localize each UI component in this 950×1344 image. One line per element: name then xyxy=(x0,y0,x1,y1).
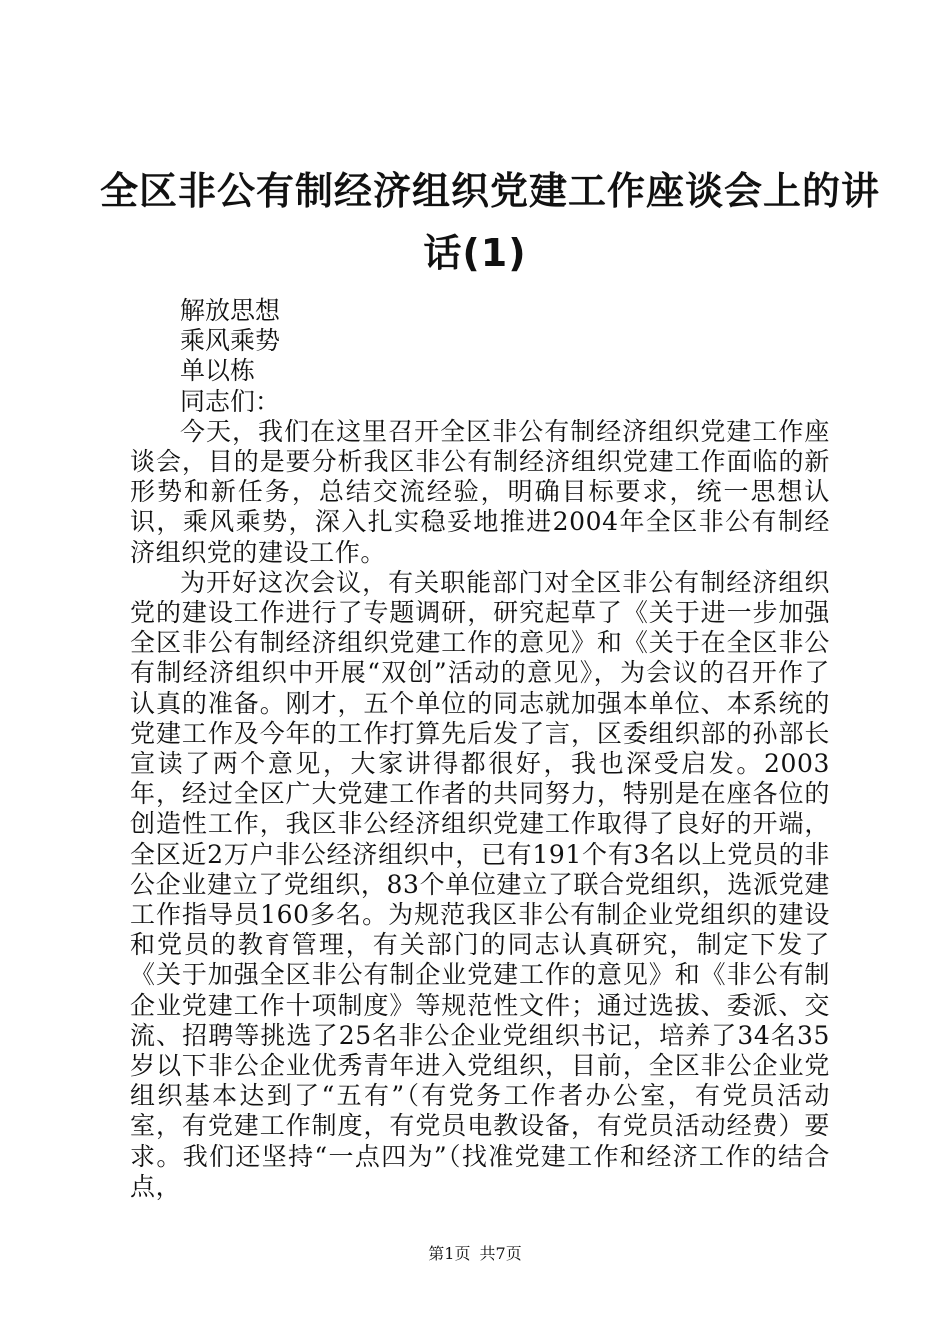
title-line-1: 全区非公有制经济组织党建工作座谈会上的讲 xyxy=(100,169,881,213)
subtitle-2: 乘风乘势 xyxy=(180,326,281,356)
page-number: 第1页 xyxy=(428,1244,471,1263)
page-footer xyxy=(0,1243,950,1265)
document-title xyxy=(100,160,881,284)
salutation: 同志们： xyxy=(180,386,281,416)
author-name: 单以栋 xyxy=(180,356,256,386)
subtitle-1: 解放思想 xyxy=(180,296,281,325)
document-body xyxy=(130,296,830,1202)
paragraph-1: 今天，我们在这里召开全区非公有制经济组织党建工作座谈会，目的是要分析我区非公有制经济组织党建工作面临的新形势和新任务，总结交流经验，明确目标要求，统一思想认识，乘风乘势，深入扎实稳妥地推进2004年全区非公有制经济组织党的建设工作。 xyxy=(130,416,830,567)
title-line-2: 话(1) xyxy=(423,231,527,275)
page-total: 共7页 xyxy=(479,1244,522,1263)
paragraph-2: 为开好这次会议，有关职能部门对全区非公有制经济组织党的建设工作进行了专题调研，研究起草了《关于进一步加强全区非公有制经济组织党建工作的意见》和《关于在全区非公有制经济组织中开展“双创”活动的意见》，为会议的召开作了认真的准备。刚才，五个单位的同志就加强本单位、本系统的党建工作及今年的工作打算先后发了言，区委组织部的孙部长宣读了两个意见，大家讲得都很好，我也深受启发。2003年，经过全区广大党建工作者的共同努力，特别是在座各位的创造性工作，我区非公经济组织党建工作取得了良好的开端，全区近2万户非公经济组织中，已有191个有3名以上党员的非公企业建立了党组织，83个单位建立了联合党组织，选派党建工作指导员160多名。为规范我区非公有制企业党组织的建设和党员的教育管理，有关部门的同志认真研究，制定下发了《关于加强全区非公有制企业党建工作的意见》和《非公有制企业党建工作十项制度》等规范性文件；通过选拔、委派、交流、招聘等挑选了25名非公企业党组织书记，培养了34名35岁以下非公企业优秀青年进入党组织，目前，全区非公企业党组织基本达到了“五有”（有党务工作者办公室，有党员活动室，有党建工作制度，有党员电教设备，有党员活动经费）要求。我们还坚持“一点四为”（找准党建工作和经济工作的结合点， xyxy=(130,567,830,1201)
